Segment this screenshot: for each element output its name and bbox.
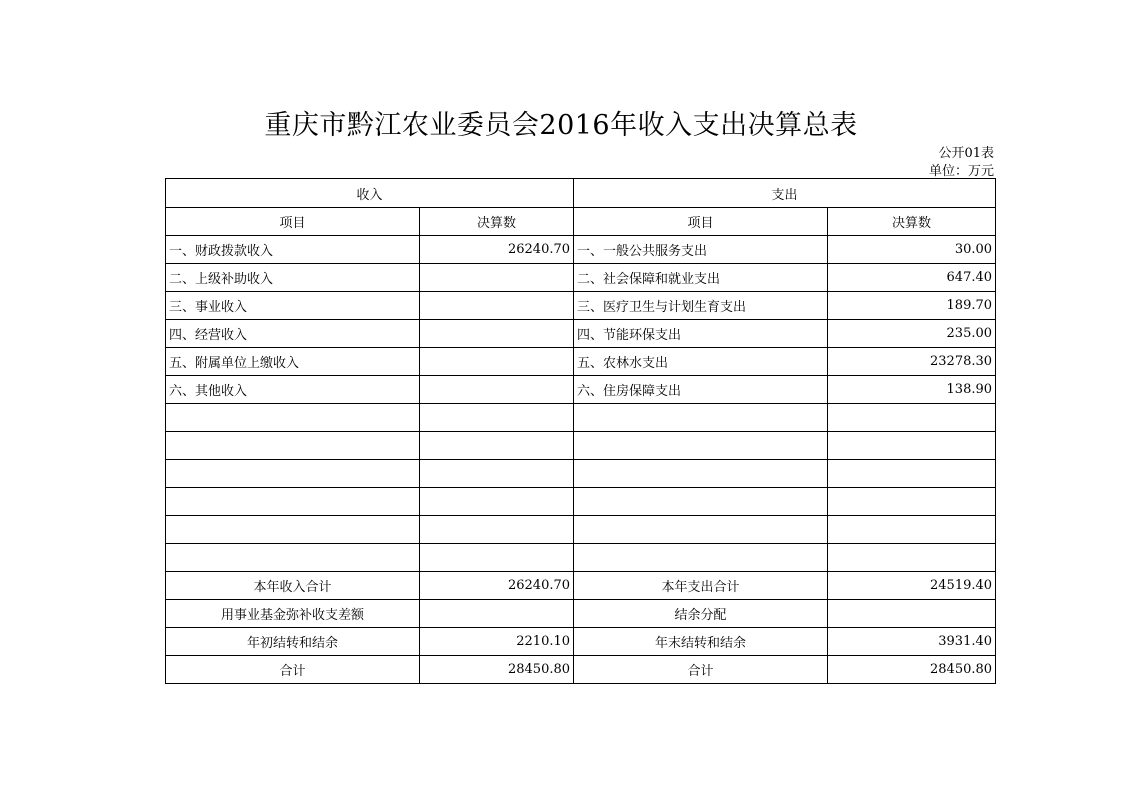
- expense-item-cell: [574, 404, 828, 432]
- income-item-cell: [166, 516, 420, 544]
- expense-summary-amount: 24519.40: [828, 572, 996, 600]
- expense-amount-cell: 235.00: [828, 320, 996, 348]
- income-item-cell: [166, 432, 420, 460]
- table-row: [166, 460, 996, 488]
- summary-row: [166, 600, 996, 628]
- expense-item-cell: 三、医疗卫生与计划生育支出: [574, 292, 828, 320]
- budget-table: [165, 178, 996, 684]
- expense-item-cell: 四、节能环保支出: [574, 320, 828, 348]
- income-amount-header: 决算数: [420, 208, 574, 236]
- income-amount-cell: [420, 460, 574, 488]
- expense-amount-cell: 23278.30: [828, 348, 996, 376]
- expense-item-cell: 六、住房保障支出: [574, 376, 828, 404]
- income-item-cell: 五、附属单位上缴收入: [166, 348, 420, 376]
- table-row: [166, 348, 996, 376]
- income-amount-cell: [420, 376, 574, 404]
- income-amount-cell: [420, 544, 574, 572]
- table-row: [166, 292, 996, 320]
- table-row: [166, 488, 996, 516]
- income-amount-cell: [420, 264, 574, 292]
- table-row: [166, 264, 996, 292]
- income-amount-cell: [420, 348, 574, 376]
- expense-amount-cell: 647.40: [828, 264, 996, 292]
- expense-summary-amount: 28450.80: [828, 656, 996, 684]
- summary-row: [166, 656, 996, 684]
- table-row: [166, 236, 996, 264]
- table-row: [166, 516, 996, 544]
- expense-amount-cell: [828, 544, 996, 572]
- income-item-cell: 三、事业收入: [166, 292, 420, 320]
- summary-row: [166, 628, 996, 656]
- expense-item-cell: [574, 460, 828, 488]
- income-item-cell: 六、其他收入: [166, 376, 420, 404]
- expense-amount-cell: 189.70: [828, 292, 996, 320]
- income-item-cell: [166, 460, 420, 488]
- expense-summary-label: 结余分配: [574, 600, 828, 628]
- table-row: [166, 404, 996, 432]
- column-header-row: [166, 208, 996, 236]
- expense-item-cell: [574, 432, 828, 460]
- expense-amount-cell: 30.00: [828, 236, 996, 264]
- income-item-cell: 二、上级补助收入: [166, 264, 420, 292]
- income-item-header: 项目: [166, 208, 420, 236]
- income-item-cell: [166, 488, 420, 516]
- income-summary-label: 合计: [166, 656, 420, 684]
- income-section-header: 收入: [166, 179, 574, 208]
- income-item-cell: [166, 544, 420, 572]
- income-summary-label: 年初结转和结余: [166, 628, 420, 656]
- expense-item-cell: 一、一般公共服务支出: [574, 236, 828, 264]
- page-title: 重庆市黔江农业委员会2016年收入支出决算总表: [264, 110, 858, 141]
- income-summary-label: 用事业基金弥补收支差额: [166, 600, 420, 628]
- expense-item-cell: 五、农林水支出: [574, 348, 828, 376]
- income-item-cell: 四、经营收入: [166, 320, 420, 348]
- expense-item-header: 项目: [574, 208, 828, 236]
- income-item-cell: [166, 404, 420, 432]
- expense-amount-cell: 138.90: [828, 376, 996, 404]
- income-amount-cell: 26240.70: [420, 236, 574, 264]
- table-row: [166, 544, 996, 572]
- table-row: [166, 376, 996, 404]
- income-amount-cell: [420, 404, 574, 432]
- expense-item-cell: [574, 516, 828, 544]
- income-amount-cell: [420, 432, 574, 460]
- expense-item-cell: 二、社会保障和就业支出: [574, 264, 828, 292]
- unit-label: 单位：万元: [928, 164, 994, 179]
- table-row: [166, 320, 996, 348]
- income-item-cell: 一、财政拨款收入: [166, 236, 420, 264]
- expense-summary-label: 合计: [574, 656, 828, 684]
- income-summary-amount: 26240.70: [420, 572, 574, 600]
- expense-summary-amount: [828, 600, 996, 628]
- expense-summary-label: 本年支出合计: [574, 572, 828, 600]
- expense-amount-cell: [828, 460, 996, 488]
- income-amount-cell: [420, 320, 574, 348]
- form-number: 公开01表: [938, 146, 994, 161]
- income-summary-amount: 28450.80: [420, 656, 574, 684]
- income-amount-cell: [420, 488, 574, 516]
- income-summary-label: 本年收入合计: [166, 572, 420, 600]
- expense-summary-label: 年末结转和结余: [574, 628, 828, 656]
- income-amount-cell: [420, 292, 574, 320]
- expense-amount-cell: [828, 432, 996, 460]
- summary-row: [166, 572, 996, 600]
- income-summary-amount: [420, 600, 574, 628]
- expense-item-cell: [574, 488, 828, 516]
- section-header-row: [166, 179, 996, 208]
- expense-summary-amount: 3931.40: [828, 628, 996, 656]
- expense-amount-header: 决算数: [828, 208, 996, 236]
- expense-section-header: 支出: [574, 179, 996, 208]
- table-row: [166, 432, 996, 460]
- expense-item-cell: [574, 544, 828, 572]
- expense-amount-cell: [828, 516, 996, 544]
- expense-amount-cell: [828, 404, 996, 432]
- income-amount-cell: [420, 516, 574, 544]
- income-summary-amount: 2210.10: [420, 628, 574, 656]
- expense-amount-cell: [828, 488, 996, 516]
